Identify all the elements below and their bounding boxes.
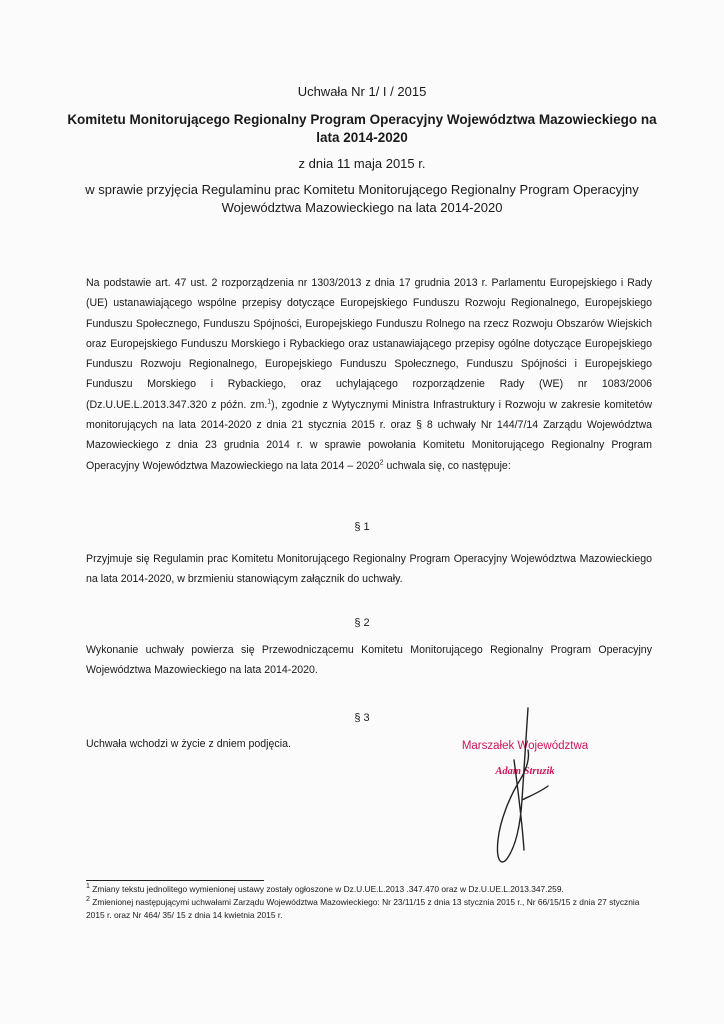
- footnote-2-text: Zmienionej następującymi uchwałami Zarządu Województwa Mazowieckiego: Nr 23/11/15 z dnia 13 stycznia 2015 r., Nr 66/15/15 z dnia 27 stycznia 2015 r. oraz Nr 464/ 35/ 15 z dnia 14 kwietnia 2015 r.: [86, 897, 640, 920]
- footnote-1-mark: 1: [86, 883, 90, 891]
- section-1-heading: § 1: [354, 521, 370, 533]
- resolution-subject: w sprawie przyjęcia Regulaminu prac Komitetu Monitorującego Regionalny Program Operacyjny Województwa Mazowieckiego na lata 2014-2020: [85, 182, 639, 215]
- legal-basis-text-3: uchwala się, co następuje:: [383, 459, 511, 472]
- footnote-1: [86, 883, 646, 896]
- resolution-date: z dnia 11 maja 2015 r.: [298, 156, 426, 171]
- committee-name: Komitetu Monitorującego Regionalny Program Operacyjny Województwa Mazowieckiego na lata 2014-2020: [67, 112, 657, 145]
- footnote-2-mark: 2: [86, 896, 90, 904]
- stamp-name: Adam Struzik: [495, 766, 555, 777]
- footnote-separator: [86, 880, 264, 881]
- footnote-ref-2[interactable]: 2: [379, 459, 384, 467]
- footnotes: [86, 883, 646, 922]
- legal-basis-paragraph: [86, 273, 652, 476]
- section-2-text: Wykonanie uchwały powierza się Przewodniczącemu Komitetu Monitorującego Regionalny Program Operacyjny Województwa Mazowieckiego na lata 2014-2020.: [86, 644, 652, 677]
- section-3-text: Uchwała wchodzi w życie z dniem podjęcia.: [86, 738, 291, 750]
- footnote-2: [86, 896, 646, 922]
- legal-basis-text-2: ), zgodnie z Wytycznymi Ministra Infrastruktury i Rozwoju w zakresie komitetów monitorujących na lata 2014-2020 z dnia 21 stycznia 2015 r. oraz § 8 uchwały Nr 144/7/14 Zarządu Województwa Mazowieckiego z dnia 23 grudnia 2014 r. w sprawie powołania Komitetu Monitorującego Regionalny Program Operacyjny Województwa Mazowieckiego na lata 2014 – 2020: [86, 398, 652, 472]
- footnote-ref-1[interactable]: 1: [267, 398, 272, 406]
- handwritten-signature: [470, 700, 560, 870]
- section-2-heading: § 2: [354, 617, 370, 629]
- section-1-text: Przyjmuje się Regulamin prac Komitetu Monitorującego Regionalny Program Operacyjny Województwa Mazowieckiego na lata 2014-2020, w brzmieniu stanowiącym załącznik do uchwały.: [86, 553, 652, 586]
- resolution-number: Uchwała Nr 1/ I / 2015: [297, 84, 427, 99]
- legal-basis-text-1: Na podstawie art. 47 ust. 2 rozporządzenia nr 1303/2013 z dnia 17 grudnia 2013 r. Parlamentu Europejskiego i Rady (UE) ustanawiającego wspólne przepisy dotyczące Europejskiego Funduszu Rozwoju Regionalnego, Europejskiego Funduszu Społecznego, Funduszu Spójności, Europejskiego Funduszu Rolnego na rzecz Rozwoju Obszarów Wiejskich oraz Europejskiego Funduszu Morskiego i Rybackiego oraz ustanawiającego przepisy ogólne dotyczące Europejskiego Funduszu Rozwoju Regionalnego, Europejskiego Funduszu Społecznego, Funduszu Spójności i Europejskiego Funduszu Morskiego i Rybackiego, oraz uchylającego rozporządzenie Rady (WE) nr 1083/2006 (Dz.U.UE.L.2013.347.320 z późn. zm.: [86, 277, 652, 411]
- section-3-heading: § 3: [354, 712, 370, 724]
- stamp-title: Marszałek Województwa: [461, 740, 589, 752]
- footnote-1-text: Zmiany tekstu jednolitego wymienionej ustawy zostały ogłoszone w Dz.U.UE.L.2013 .347.470 oraz w Dz.U.UE.L.2013.347.259.: [92, 884, 564, 894]
